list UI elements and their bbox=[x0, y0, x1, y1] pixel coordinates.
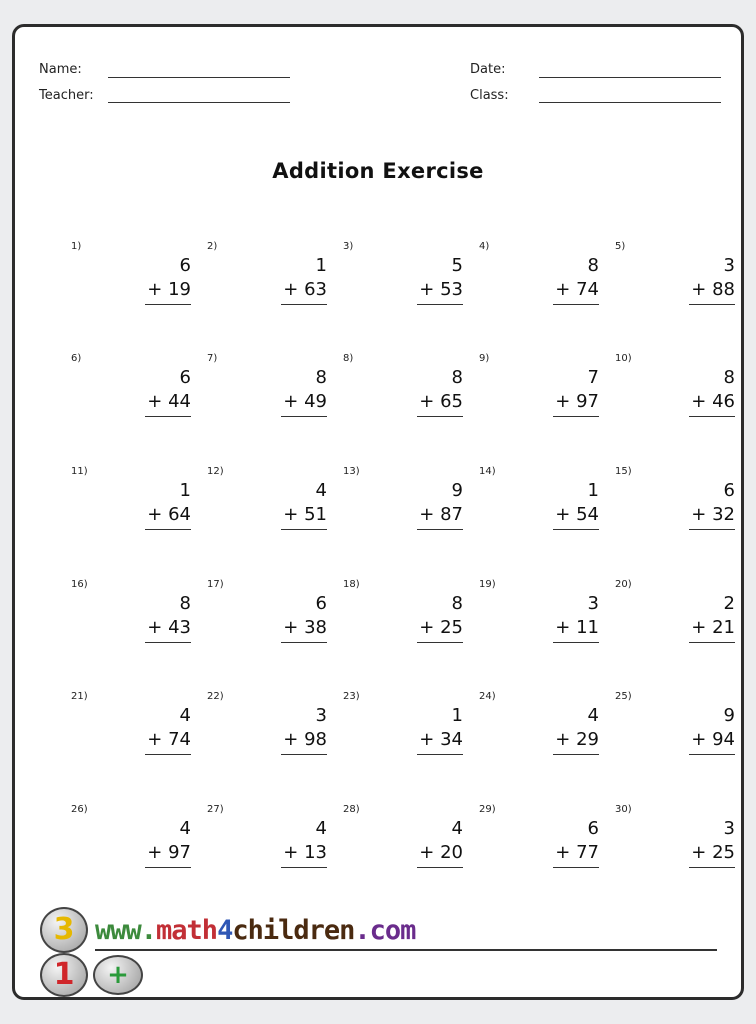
answer-line[interactable] bbox=[281, 529, 327, 530]
addend-bottom: + 29 bbox=[555, 729, 599, 750]
answer-line[interactable] bbox=[281, 642, 327, 643]
answer-line[interactable] bbox=[145, 642, 191, 643]
problem-number: 22) bbox=[207, 691, 224, 702]
addend-bottom: + 20 bbox=[419, 842, 463, 863]
footer-divider bbox=[95, 949, 717, 951]
problem-9 bbox=[479, 353, 599, 443]
answer-line[interactable] bbox=[281, 867, 327, 868]
addend-bottom: + 74 bbox=[555, 279, 599, 300]
problem-number: 16) bbox=[71, 579, 88, 590]
number-ball-3 bbox=[40, 907, 88, 953]
answer-line[interactable] bbox=[553, 304, 599, 305]
addend-bottom: + 77 bbox=[555, 842, 599, 863]
problem-number: 30) bbox=[615, 804, 632, 815]
problem-10 bbox=[615, 353, 735, 443]
problem-number: 20) bbox=[615, 579, 632, 590]
addend-top: 1 bbox=[179, 480, 191, 501]
addend-bottom: + 65 bbox=[419, 391, 463, 412]
teacher-field[interactable] bbox=[108, 102, 290, 103]
addend-bottom: + 88 bbox=[691, 279, 735, 300]
addend-top: 6 bbox=[587, 818, 599, 839]
answer-line[interactable] bbox=[145, 529, 191, 530]
addend-top: 6 bbox=[723, 480, 735, 501]
addend-top: 3 bbox=[723, 255, 735, 276]
addend-bottom: + 51 bbox=[283, 504, 327, 525]
problem-number: 6) bbox=[71, 353, 82, 364]
problem-number: 24) bbox=[479, 691, 496, 702]
plus-ball bbox=[93, 955, 143, 995]
problem-16 bbox=[71, 579, 191, 669]
problem-18 bbox=[343, 579, 463, 669]
ball-plus-label: + bbox=[107, 960, 129, 990]
addend-bottom: + 97 bbox=[555, 391, 599, 412]
problem-number: 12) bbox=[207, 466, 224, 477]
addend-bottom: + 53 bbox=[419, 279, 463, 300]
answer-line[interactable] bbox=[281, 754, 327, 755]
addend-top: 3 bbox=[315, 705, 327, 726]
addend-top: 4 bbox=[315, 480, 327, 501]
addend-top: 6 bbox=[179, 255, 191, 276]
addend-top: 4 bbox=[179, 705, 191, 726]
url-part: 4 bbox=[217, 915, 233, 946]
problem-number: 10) bbox=[615, 353, 632, 364]
addend-top: 8 bbox=[451, 593, 463, 614]
problem-2 bbox=[207, 241, 327, 331]
problem-8 bbox=[343, 353, 463, 443]
problem-17 bbox=[207, 579, 327, 669]
problem-7 bbox=[207, 353, 327, 443]
answer-line[interactable] bbox=[553, 642, 599, 643]
worksheet bbox=[12, 24, 744, 1000]
answer-line[interactable] bbox=[689, 529, 735, 530]
problem-number: 3) bbox=[343, 241, 354, 252]
answer-line[interactable] bbox=[553, 867, 599, 868]
answer-line[interactable] bbox=[689, 304, 735, 305]
answer-line[interactable] bbox=[417, 867, 463, 868]
answer-line[interactable] bbox=[689, 867, 735, 868]
problem-number: 8) bbox=[343, 353, 354, 364]
problem-number: 7) bbox=[207, 353, 218, 364]
date-field[interactable] bbox=[539, 77, 721, 78]
problem-14 bbox=[479, 466, 599, 556]
answer-line[interactable] bbox=[553, 416, 599, 417]
answer-line[interactable] bbox=[281, 304, 327, 305]
problem-number: 19) bbox=[479, 579, 496, 590]
problem-20 bbox=[615, 579, 735, 669]
addend-bottom: + 19 bbox=[147, 279, 191, 300]
url-part: math bbox=[156, 915, 218, 946]
problem-number: 26) bbox=[71, 804, 88, 815]
problem-25 bbox=[615, 691, 735, 781]
problem-number: 25) bbox=[615, 691, 632, 702]
addend-top: 1 bbox=[315, 255, 327, 276]
problem-24 bbox=[479, 691, 599, 781]
problem-number: 29) bbox=[479, 804, 496, 815]
name-label: Name: bbox=[39, 62, 82, 77]
problem-number: 21) bbox=[71, 691, 88, 702]
problem-number: 5) bbox=[615, 241, 626, 252]
addend-bottom: + 97 bbox=[147, 842, 191, 863]
addend-top: 1 bbox=[587, 480, 599, 501]
addend-bottom: + 64 bbox=[147, 504, 191, 525]
answer-line[interactable] bbox=[417, 529, 463, 530]
problem-19 bbox=[479, 579, 599, 669]
answer-line[interactable] bbox=[689, 754, 735, 755]
addend-top: 1 bbox=[451, 705, 463, 726]
addend-bottom: + 43 bbox=[147, 617, 191, 638]
addend-bottom: + 34 bbox=[419, 729, 463, 750]
addend-bottom: + 49 bbox=[283, 391, 327, 412]
addend-top: 6 bbox=[179, 367, 191, 388]
problem-6 bbox=[71, 353, 191, 443]
problem-number: 18) bbox=[343, 579, 360, 590]
ball-1-label: 1 bbox=[53, 957, 75, 992]
addend-bottom: + 32 bbox=[691, 504, 735, 525]
addend-top: 3 bbox=[587, 593, 599, 614]
addend-top: 4 bbox=[451, 818, 463, 839]
addend-bottom: + 46 bbox=[691, 391, 735, 412]
problem-number: 14) bbox=[479, 466, 496, 477]
problem-number: 27) bbox=[207, 804, 224, 815]
addend-top: 9 bbox=[451, 480, 463, 501]
addend-bottom: + 54 bbox=[555, 504, 599, 525]
addend-top: 3 bbox=[723, 818, 735, 839]
addend-top: 2 bbox=[723, 593, 735, 614]
addend-bottom: + 98 bbox=[283, 729, 327, 750]
problem-5 bbox=[615, 241, 735, 331]
problem-number: 15) bbox=[615, 466, 632, 477]
name-field[interactable] bbox=[108, 77, 290, 78]
problem-number: 2) bbox=[207, 241, 218, 252]
addend-top: 8 bbox=[179, 593, 191, 614]
site-url-logo bbox=[95, 915, 415, 946]
problem-15 bbox=[615, 466, 735, 556]
url-part: .com bbox=[354, 915, 416, 946]
problem-number: 23) bbox=[343, 691, 360, 702]
answer-line[interactable] bbox=[281, 416, 327, 417]
addend-bottom: + 21 bbox=[691, 617, 735, 638]
answer-line[interactable] bbox=[417, 416, 463, 417]
addend-bottom: + 63 bbox=[283, 279, 327, 300]
problem-22 bbox=[207, 691, 327, 781]
problem-29 bbox=[479, 804, 599, 894]
ball-3-label: 3 bbox=[53, 912, 75, 947]
problem-number: 9) bbox=[479, 353, 490, 364]
addend-top: 9 bbox=[723, 705, 735, 726]
addend-bottom: + 87 bbox=[419, 504, 463, 525]
problem-number: 11) bbox=[71, 466, 88, 477]
problem-28 bbox=[343, 804, 463, 894]
teacher-label: Teacher: bbox=[39, 88, 94, 103]
addend-bottom: + 11 bbox=[555, 617, 599, 638]
addend-bottom: + 74 bbox=[147, 729, 191, 750]
answer-line[interactable] bbox=[689, 416, 735, 417]
date-label: Date: bbox=[470, 62, 506, 77]
class-field[interactable] bbox=[539, 102, 721, 103]
problem-26 bbox=[71, 804, 191, 894]
number-ball-1 bbox=[40, 953, 88, 997]
class-label: Class: bbox=[470, 88, 509, 103]
problem-number: 17) bbox=[207, 579, 224, 590]
problem-21 bbox=[71, 691, 191, 781]
answer-line[interactable] bbox=[417, 754, 463, 755]
problem-12 bbox=[207, 466, 327, 556]
answer-line[interactable] bbox=[417, 304, 463, 305]
answer-line[interactable] bbox=[145, 754, 191, 755]
page-title: Addition Exercise bbox=[272, 159, 484, 183]
addend-top: 4 bbox=[587, 705, 599, 726]
addend-top: 6 bbox=[315, 593, 327, 614]
problem-27 bbox=[207, 804, 327, 894]
addend-bottom: + 25 bbox=[419, 617, 463, 638]
problem-number: 13) bbox=[343, 466, 360, 477]
problem-13 bbox=[343, 466, 463, 556]
addend-top: 8 bbox=[723, 367, 735, 388]
addend-bottom: + 94 bbox=[691, 729, 735, 750]
problem-3 bbox=[343, 241, 463, 331]
addend-top: 8 bbox=[451, 367, 463, 388]
problem-23 bbox=[343, 691, 463, 781]
addend-top: 4 bbox=[315, 818, 327, 839]
answer-line[interactable] bbox=[145, 304, 191, 305]
answer-line[interactable] bbox=[553, 754, 599, 755]
addend-bottom: + 44 bbox=[147, 391, 191, 412]
addend-top: 7 bbox=[587, 367, 599, 388]
problem-number: 28) bbox=[343, 804, 360, 815]
problem-number: 1) bbox=[71, 241, 82, 252]
addend-top: 8 bbox=[587, 255, 599, 276]
problem-number: 4) bbox=[479, 241, 490, 252]
addend-top: 5 bbox=[451, 255, 463, 276]
answer-line[interactable] bbox=[417, 642, 463, 643]
problem-1 bbox=[71, 241, 191, 331]
addend-top: 4 bbox=[179, 818, 191, 839]
url-part: children bbox=[232, 915, 355, 946]
answer-line[interactable] bbox=[145, 867, 191, 868]
url-part: www. bbox=[95, 915, 157, 946]
problem-11 bbox=[71, 466, 191, 556]
answer-line[interactable] bbox=[145, 416, 191, 417]
answer-line[interactable] bbox=[689, 642, 735, 643]
problem-4 bbox=[479, 241, 599, 331]
addend-bottom: + 25 bbox=[691, 842, 735, 863]
answer-line[interactable] bbox=[553, 529, 599, 530]
problem-30 bbox=[615, 804, 735, 894]
addend-bottom: + 13 bbox=[283, 842, 327, 863]
addend-bottom: + 38 bbox=[283, 617, 327, 638]
addend-top: 8 bbox=[315, 367, 327, 388]
